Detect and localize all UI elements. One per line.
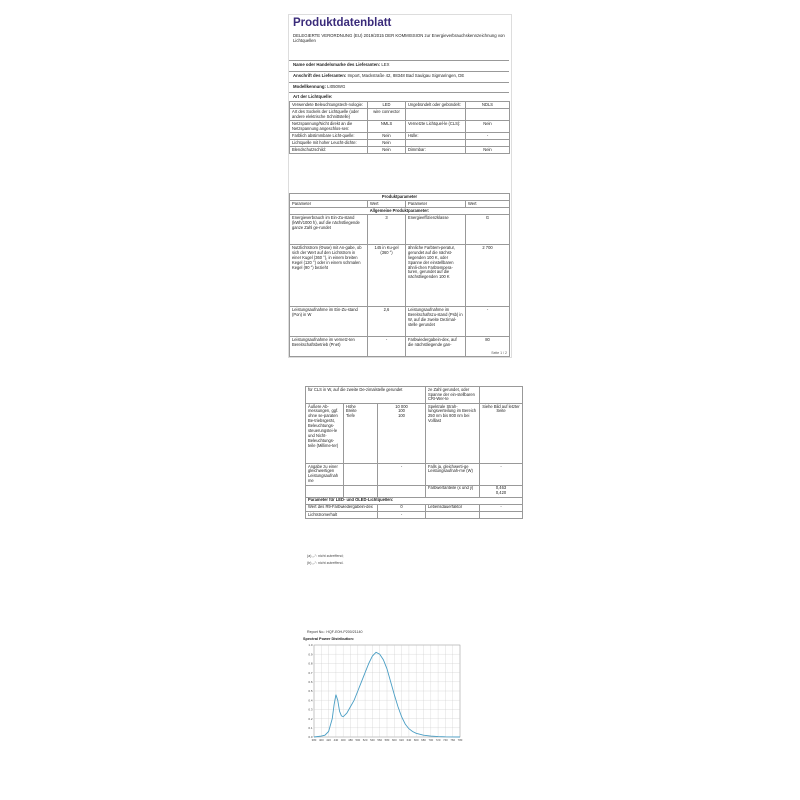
type-value: NDLS: [466, 102, 510, 109]
parameter-label: Falls ja, gleichwerti-ge Leistungsaufnah-me (W): [426, 463, 480, 485]
x-tick-label: 580: [384, 738, 390, 742]
datasheet-page-2: [305, 386, 523, 570]
parameter-label: Äußere Ab-messungen, ggf. ohne se-paraten Be-triebsgerät, Beleuchtungs-steuerungstei-le und Nicht-Beleuchtungs-teile (Millime-ter): [306, 403, 344, 463]
x-tick-label: 560: [377, 738, 383, 742]
y-tick-label: 0.6: [308, 680, 313, 684]
parameter-label: Leistungsaufnahme im Ein-Zu-stand (Pon) in W: [290, 307, 368, 337]
type-value: Nein: [368, 140, 406, 147]
parameter-value: 2,6: [368, 307, 406, 337]
x-tick-label: 640: [406, 738, 412, 742]
cell-line: 0,463: [495, 485, 507, 491]
address-value: Import, Mackstraße 42, 88348 Bad Saulgau Sigmaringen, DE: [347, 72, 465, 78]
type-value: Nein: [466, 121, 510, 133]
x-tick-label: 740: [443, 738, 448, 742]
parameter-label: [306, 485, 344, 497]
col-header: Parameter: [406, 201, 466, 208]
cell-line: 10 000: [395, 403, 408, 409]
parameter-row: [290, 337, 510, 357]
parameter-label: Angabe zu einer gleichwertigen Leistungsaufnahme: [306, 463, 344, 485]
parameter-row: [290, 245, 510, 307]
type-label: [406, 140, 466, 147]
model-value: LI050WG: [327, 83, 346, 89]
cell-line: Höhe: [346, 403, 356, 409]
spectral-page: [300, 628, 470, 748]
parameter-label: Nutzlichtstrom (Φuse) mit An-gabe, ob sich der Wert auf den Lichtstrom in einer Kugel (360 °), in einem breiten Kegel (120 °) oder in einem schmalen Kegel (90 °) bezieht: [290, 245, 368, 307]
type-value: LED: [368, 102, 406, 109]
parameter-value: -: [368, 337, 406, 357]
type-value: -: [466, 133, 510, 140]
x-tick-label: 600: [391, 738, 397, 742]
datasheet-page-1: [288, 14, 512, 358]
type-value: NMLS: [368, 121, 406, 133]
regulation-subtitle: DELEGIERTE VERORDNUNG (EU) 2019/2015 DER KOMMISSION zur Energieverbrauchskennzeichnung von Lichtquellen: [293, 33, 505, 44]
parameter-label: Farbwertanteile (x und y): [426, 485, 480, 497]
parameter-value: [378, 403, 426, 463]
x-tick-label: 760: [450, 738, 456, 742]
footnote: (a) „-“: nicht zutreffend;: [307, 554, 344, 558]
x-tick-label: 480: [348, 738, 353, 742]
parameter-label: ze Zahl gerundet, oder Spanne der ein-stellbaren CRI-Wer-te: [426, 387, 480, 404]
parameter-label: für CLS in W, auf die zweite De-zimalstelle gerundet: [306, 387, 426, 404]
x-tick-label: 720: [435, 738, 441, 742]
parameter-label: Spektrale Strah-lungsverteilung im Bereich 250 nm bis 800 nm bei Volllast: [426, 403, 480, 463]
type-label: Ungebündelt oder gebündelt:: [406, 102, 466, 109]
x-tick-label: 660: [413, 738, 419, 742]
parameter-row: [306, 511, 523, 518]
parameter-label: Farbwiedergabein-dex, auf die nächstliegende gan-: [406, 337, 466, 357]
y-tick-label: 0.5: [308, 689, 313, 694]
parameter-label: [344, 485, 378, 497]
type-value: [466, 109, 510, 121]
type-row: [290, 147, 510, 154]
light-source-type-table: [289, 101, 510, 154]
type-row: [290, 109, 510, 121]
supplier-name-label: Name oder Handelsmarke des Lieferanten:: [293, 61, 381, 67]
x-tick-label: 380: [311, 738, 317, 742]
cell-line: Tiefe: [346, 413, 355, 419]
type-row: [290, 102, 510, 109]
type-value: Nein: [368, 133, 406, 140]
x-tick-label: 460: [340, 738, 346, 742]
parameter-label: Energieeffizienzklasse: [406, 215, 466, 245]
cell-line: 100: [398, 408, 405, 414]
report-number: Report No.: HQF-E0H-P200/21140: [307, 630, 363, 634]
parameter-row: [306, 463, 523, 485]
page-title: Produktdatenblatt: [293, 17, 392, 29]
supplier-name-value: LEX: [381, 61, 390, 67]
parameter-value: 3: [368, 215, 406, 245]
x-tick-label: 520: [362, 738, 368, 742]
x-tick-label: 420: [326, 738, 331, 742]
parameter-value: G: [466, 215, 510, 245]
continued-parameters-table: [305, 386, 523, 519]
y-tick-label: 0.0: [308, 735, 313, 740]
page-number: Seite 1 / 2: [491, 351, 507, 355]
col-header: Parameter: [290, 201, 368, 208]
type-value: Nein: [466, 147, 510, 154]
product-parameters-table: [289, 193, 510, 357]
parameter-value: 145 in Ku-gel (360 °): [368, 245, 406, 307]
type-label: Dimmbar:: [406, 147, 466, 154]
type-value: [466, 140, 510, 147]
parameter-label: ähnliche Farbtem-peratur, gerundet auf die nächst-liegenden 100 K, oder Spanne der einstellbaren ähnli-chen Farbtempera-turen, gerundet auf die nächstliegenden 100 K: [406, 245, 466, 307]
parameter-row: [290, 307, 510, 337]
y-tick-label: 0.7: [308, 670, 313, 675]
model-label: Modellkennung:: [293, 83, 326, 89]
parameter-value: [480, 485, 523, 497]
type-label: Lichtquelle mit hoher Leucht-dichte:: [290, 140, 368, 147]
type-label: Art des Sockels der Lichtquelle (oder andere elektrische Schnittstelle): [290, 109, 368, 121]
parameter-value: -: [378, 511, 426, 518]
parameter-value: -: [378, 463, 426, 485]
light-source-type-header: Art der Lichtquelle:: [289, 92, 509, 100]
parameter-value: [378, 485, 426, 497]
type-label: Blendschutzschild:: [290, 147, 368, 154]
supplier-name-line: [289, 60, 509, 68]
led-parameters-header: Parameter für LED- und OLED-Lichtquellen:: [306, 497, 523, 504]
parameter-label: Leistungsaufnahme im vernetz-ten Bereitschaftsbetrieb (Pnet): [290, 337, 368, 357]
general-parameters-header: Allgemeine Produktparameter:: [290, 208, 510, 215]
type-label: [406, 109, 466, 121]
cell-line: 100: [398, 413, 405, 419]
col-header: Wert: [466, 201, 510, 208]
x-tick-label: 780: [457, 738, 463, 742]
parameter-label: Lebensdauerfaktor: [426, 504, 480, 511]
parameter-label: Wert des R9-Farbwiedergabein-dex: [306, 504, 378, 511]
spd-chart: [302, 641, 468, 747]
type-label: Vernetzte Lichtquel-le (CLS):: [406, 121, 466, 133]
parameter-value: [480, 387, 523, 404]
model-line: [289, 82, 509, 90]
parameter-row: [306, 504, 523, 511]
type-row: [290, 121, 510, 133]
product-parameters-header: Produktparameter: [290, 194, 510, 201]
x-tick-label: 680: [421, 738, 426, 742]
cell-line: Breite: [346, 408, 357, 414]
cell-line: 0,420: [495, 490, 507, 496]
parameter-row: [306, 387, 523, 404]
type-row: [290, 140, 510, 147]
y-tick-label: 0.9: [308, 652, 313, 657]
parameter-label: Leistungsaufnahme im Bereitschaftszu-stand (Psb) in W, auf die zweite Dezimal-stelle gerundet: [406, 307, 466, 337]
parameter-label: Energieverbrauch im Ein-Zu-stand (kWh/1000 h), auf die nächstliegende ganze Zahl ge-rundet: [290, 215, 368, 245]
parameter-label: [344, 463, 378, 485]
type-row: [290, 133, 510, 140]
x-tick-label: 400: [318, 738, 324, 742]
parameter-label: Lichtstromerhalt: [306, 511, 378, 518]
parameter-value: [480, 511, 523, 518]
y-tick-label: 0.2: [308, 716, 313, 721]
parameter-row: [306, 403, 523, 463]
y-tick-label: 1.0: [308, 643, 313, 648]
spd-title: Spectral Power Distribution:: [303, 637, 355, 641]
parameter-label: [426, 511, 480, 518]
supplier-address-line: [289, 71, 509, 79]
y-tick-label: 0.3: [308, 707, 313, 712]
parameter-value: Siehe Bild auf letzter Seite: [480, 403, 523, 463]
x-tick-label: 620: [399, 738, 404, 742]
parameter-label: [344, 403, 378, 463]
y-tick-label: 0.1: [308, 726, 313, 730]
type-value: Nein: [368, 147, 406, 154]
y-tick-label: 0.4: [308, 698, 313, 703]
col-header: Wert: [368, 201, 406, 208]
parameter-value: 80: [466, 337, 510, 357]
type-label: Netzspannung/Nicht direkt an die Netzspannung angeschlos-sen:: [290, 121, 368, 133]
x-tick-label: 440: [333, 738, 339, 742]
type-label: Hülle:: [406, 133, 466, 140]
type-label: Farblich abstimmbare Licht-quelle:: [290, 133, 368, 140]
parameter-row: [306, 485, 523, 497]
footnote: (b) „-“: nicht zutreffend.: [307, 561, 344, 565]
type-value: wire connector: [368, 109, 406, 121]
parameter-row: [290, 215, 510, 245]
address-label: Anschrift des Lieferanten:: [293, 72, 347, 78]
parameter-value: -: [480, 504, 523, 511]
parameter-value: -: [480, 463, 523, 485]
x-tick-label: 540: [370, 738, 375, 742]
parameter-value: 2 700: [466, 245, 510, 307]
x-tick-label: 700: [428, 738, 434, 742]
x-tick-label: 500: [355, 738, 361, 742]
type-label: Verwendete Beleuchtungstech-nologie:: [290, 102, 368, 109]
parameter-value: 0: [378, 504, 426, 511]
parameter-value: -: [466, 307, 510, 337]
led-header-row: [306, 497, 523, 504]
y-tick-label: 0.8: [308, 661, 313, 666]
